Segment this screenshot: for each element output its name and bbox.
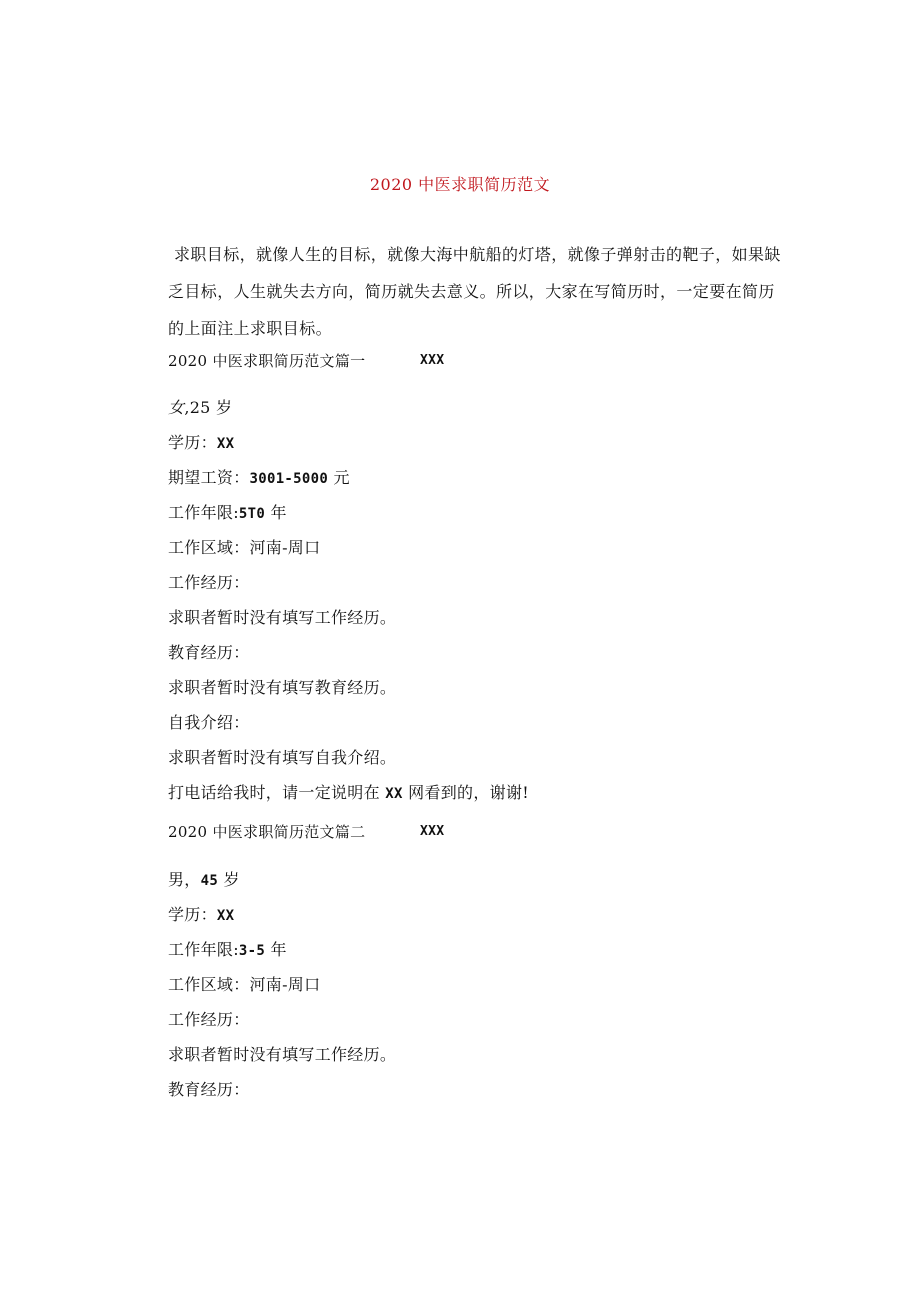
resume1-salary-label: 期望工资： [168, 468, 250, 487]
resume1-education-label: 学历： [168, 433, 217, 452]
resume1-area: 工作区域：河南-周口 [168, 538, 321, 557]
resume2-heading-text: 2020 中医求职简历范文篇二 [168, 823, 366, 841]
resume2-years-value: 3-5 [238, 943, 266, 959]
resume1-call-site: XX [385, 786, 403, 802]
resume1-gender-age [168, 397, 232, 419]
resume1-years [168, 502, 287, 525]
resume2-gender-age [168, 869, 240, 892]
resume2-heading-tag: XXX [420, 824, 445, 839]
resume1-call-post: 网看到的，谢谢! [402, 783, 529, 802]
resume2-education-label: 学历： [168, 905, 217, 924]
resume1-education-value: XX [216, 436, 235, 452]
resume2-gender: 男， [168, 870, 201, 889]
resume1-years-value: 5T0 [238, 506, 266, 522]
resume1-call [168, 782, 529, 805]
resume1-self-label: 自我介绍： [168, 713, 250, 732]
resume1-self-value: 求职者暂时没有填写自我介绍。 [168, 748, 397, 767]
resume2-edu-exp-label: 教育经历： [168, 1080, 250, 1099]
resume1-gender: 女 [168, 398, 185, 417]
resume1-call-pre: 打电话给我时，请一定说明在 [168, 783, 386, 802]
resume2-years [168, 939, 287, 962]
resume2-age-unit: 岁 [218, 870, 240, 889]
resume2-years-unit: 年 [265, 940, 287, 959]
resume1-edu-exp-label: 教育经历： [168, 643, 250, 662]
resume1-edu-exp-value: 求职者暂时没有填写教育经历。 [168, 678, 397, 697]
resume1-salary [168, 467, 350, 490]
resume2-heading [168, 821, 445, 843]
resume2-years-label: 工作年限: [168, 940, 239, 959]
resume2-experience-value: 求职者暂时没有填写工作经历。 [168, 1045, 397, 1064]
resume1-heading-tag: XXX [420, 353, 445, 368]
resume1-education [168, 432, 234, 455]
resume2-experience-label: 工作经历： [168, 1010, 250, 1029]
resume1-heading-text: 2020 中医求职简历范文篇一 [168, 352, 366, 370]
resume2-area: 工作区域：河南-周口 [168, 975, 321, 994]
intro-text: 求职目标，就像人生的目标，就像大海中航船的灯塔，就像子弹射击的靶子，如果缺乏目标，人生就失去方向，简历就失去意义。所以，大家在写简历时，一定要在简历的上面注上求职目标。 [168, 245, 781, 338]
resume1-years-unit: 年 [265, 503, 287, 522]
resume2-education [168, 904, 234, 927]
resume1-salary-unit: 元 [328, 468, 350, 487]
resume1-years-label: 工作年限: [168, 503, 239, 522]
resume1-heading [168, 350, 445, 372]
resume1-salary-value: 3001-5000 [249, 471, 329, 487]
resume1-experience-value: 求职者暂时没有填写工作经历。 [168, 608, 397, 627]
resume1-experience-label: 工作经历： [168, 573, 250, 592]
document-title: 2020 中医求职简历范文 [369, 175, 551, 194]
intro-paragraph [168, 236, 790, 347]
resume1-age: ,25 岁 [184, 398, 233, 417]
resume2-education-value: XX [216, 908, 235, 924]
resume2-age-value: 45 [200, 873, 219, 889]
